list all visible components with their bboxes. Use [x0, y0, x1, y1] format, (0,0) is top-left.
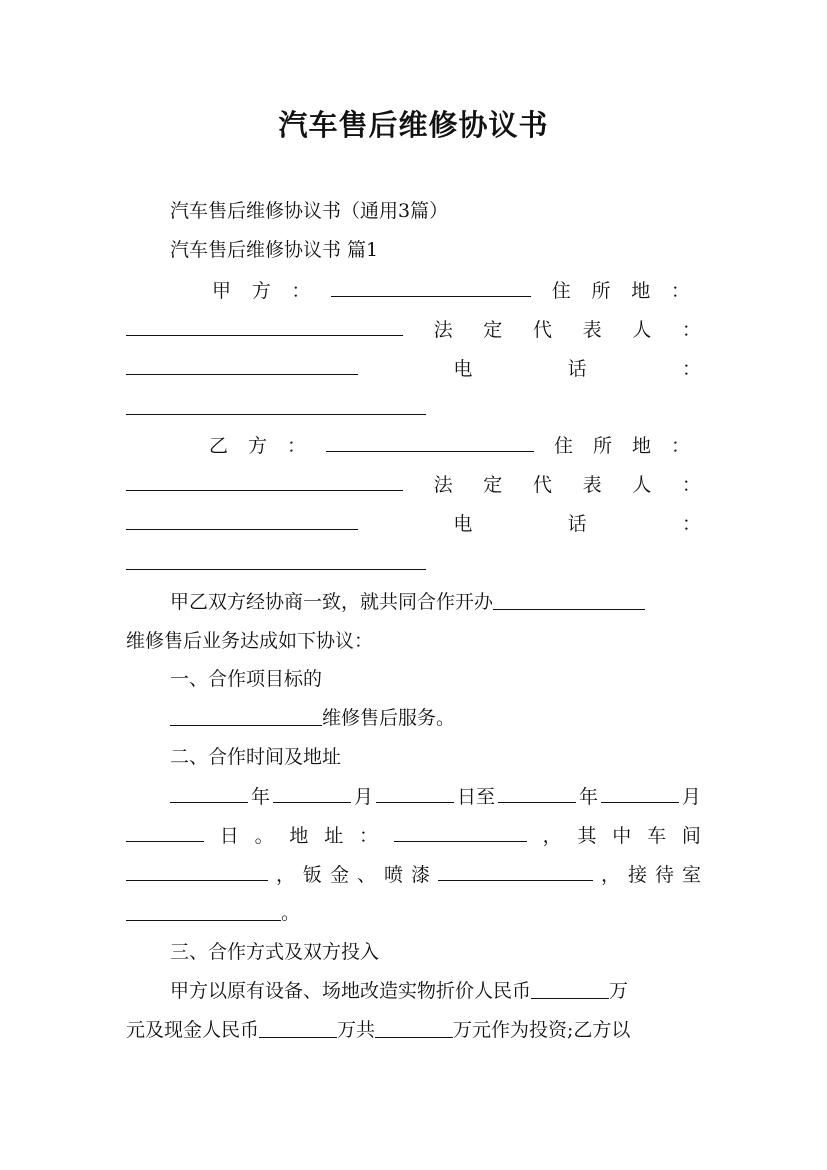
ws-char: 接	[627, 864, 647, 886]
addr-char: 。	[254, 825, 274, 847]
residence-colon: ：	[670, 435, 690, 457]
phone-char: 电	[453, 358, 473, 380]
party-a-phone-line	[126, 356, 701, 380]
reception-blank	[126, 902, 281, 921]
party-a-name-blank	[331, 278, 531, 297]
legal-rep-char: 定	[483, 319, 503, 341]
section3-text2b: 万共	[337, 1019, 376, 1041]
legal-rep-char: 法	[433, 474, 453, 496]
party-a-residence-blank	[126, 317, 403, 336]
agreement-intro-line1	[170, 590, 701, 614]
section1-line	[170, 706, 701, 730]
year-label: 年	[250, 786, 270, 808]
start-month-blank	[273, 784, 351, 803]
ws-char: 喷	[383, 864, 403, 886]
party-b-phone-blank-line	[126, 550, 701, 574]
phone-char: 话	[567, 358, 587, 380]
section1-text: 维修售后服务。	[322, 707, 456, 729]
addr-char: 间	[681, 825, 701, 847]
start-day-blank	[376, 784, 454, 803]
ws-char: ，	[275, 864, 295, 886]
end-day-blank	[126, 823, 204, 842]
cash-blank	[259, 1019, 337, 1038]
party-b-phone-line	[126, 511, 701, 535]
month-label: 月	[681, 786, 701, 808]
party-a-label-1: 甲	[212, 280, 232, 302]
ws-char: 钣	[302, 864, 322, 886]
residence-char: 住	[553, 435, 573, 457]
day-to-label: 日至	[456, 786, 495, 808]
section3-title: 三、合作方式及双方投入	[170, 941, 380, 963]
year-label: 年	[578, 786, 598, 808]
party-b-label-2: 方	[248, 435, 268, 457]
ws-char: 待	[654, 864, 674, 886]
addr-char: 地	[289, 825, 309, 847]
residence-char: 住	[551, 280, 571, 302]
phone-char: 话	[567, 513, 587, 535]
part-title: 汽车售后维修协议书 篇1	[170, 239, 379, 261]
party-b-label-1: 乙	[209, 435, 229, 457]
addr-char: 中	[612, 825, 632, 847]
ws-char: ，	[600, 864, 620, 886]
residence-char: 地	[631, 280, 651, 302]
residence-char: 地	[631, 435, 651, 457]
legal-rep-char: 人	[632, 319, 652, 341]
section3-text1-end: 万	[609, 980, 629, 1002]
start-year-blank	[170, 784, 248, 803]
phone-char: 电	[453, 513, 473, 535]
month-label: 月	[353, 786, 373, 808]
party-b-line	[209, 433, 690, 457]
ws-char: 漆	[410, 864, 430, 886]
total-blank	[375, 1019, 453, 1038]
party-a-colon: ：	[291, 280, 311, 302]
legal-rep-colon: ：	[681, 319, 701, 341]
project-blank	[170, 707, 322, 726]
section3-line2	[126, 1018, 701, 1042]
section2-date-line	[170, 784, 701, 808]
section3-line1	[170, 979, 701, 1003]
phone-colon: ：	[681, 513, 701, 535]
section1-title: 一、合作项目标的	[170, 668, 323, 690]
legal-rep-colon: ：	[681, 474, 701, 496]
legal-rep-char: 定	[483, 474, 503, 496]
party-b-rep-blank	[126, 511, 358, 530]
ws-char: 、	[356, 864, 376, 886]
section3-text1: 甲方以原有设备、场地改造实物折价人民币	[170, 980, 532, 1002]
party-b-name-blank	[326, 433, 534, 452]
legal-rep-char: 人	[632, 474, 652, 496]
business-blank	[493, 591, 645, 610]
address-blank	[394, 823, 527, 842]
legal-rep-char: 代	[532, 319, 552, 341]
end-month-blank	[601, 784, 679, 803]
addr-char: ，	[542, 825, 562, 847]
section2-address-line	[126, 823, 701, 847]
section2-reception-line	[126, 901, 701, 925]
section3-text2a: 元及现金人民币	[126, 1019, 260, 1041]
party-b-residence-blank	[126, 472, 403, 491]
equipment-value-blank	[531, 980, 609, 999]
period: 。	[281, 902, 301, 924]
residence-char: 所	[591, 280, 611, 302]
party-a-line	[212, 278, 690, 302]
section2-workshop-line	[126, 862, 701, 886]
end-year-blank	[498, 784, 576, 803]
party-a-rep-blank	[126, 356, 358, 375]
legal-rep-char: 法	[433, 319, 453, 341]
section2-title: 二、合作时间及地址	[170, 746, 342, 768]
agreement-intro-text: 甲乙双方经协商一致，就共同合作开办	[170, 591, 494, 613]
legal-rep-char: 表	[582, 474, 602, 496]
agreement-intro-line2: 维修售后业务达成如下协议：	[126, 630, 374, 652]
paint-blank	[438, 862, 593, 881]
party-b-colon: ：	[287, 435, 307, 457]
addr-char: ：	[359, 825, 379, 847]
addr-char: 日	[219, 825, 239, 847]
legal-rep-char: 代	[532, 474, 552, 496]
addr-char: 车	[647, 825, 667, 847]
residence-colon: ：	[670, 280, 690, 302]
party-b-phone-blank	[126, 551, 426, 570]
addr-char: 址	[324, 825, 344, 847]
party-a-label-2: 方	[251, 280, 271, 302]
subtitle: 汽车售后维修协议书（通用3篇）	[170, 200, 449, 222]
residence-char: 所	[592, 435, 612, 457]
party-a-phone-blank	[126, 396, 426, 415]
party-a-phone-blank-line	[126, 395, 701, 419]
ws-char: 室	[681, 864, 701, 886]
section3-text2c: 万元作为投资;乙方以	[453, 1019, 631, 1041]
party-a-rep-line	[126, 317, 701, 341]
addr-char: 其	[577, 825, 597, 847]
workshop-blank	[126, 862, 268, 881]
ws-char: 金	[329, 864, 349, 886]
party-b-rep-line	[126, 472, 701, 496]
page-title: 汽车售后维修协议书	[278, 108, 549, 142]
legal-rep-char: 表	[582, 319, 602, 341]
phone-colon: ：	[681, 358, 701, 380]
